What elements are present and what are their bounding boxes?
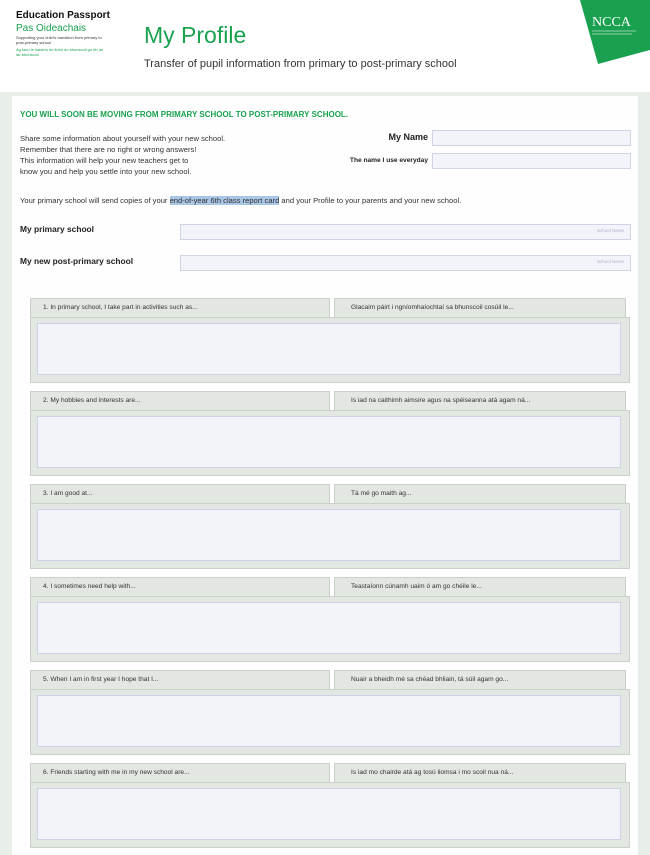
intro-line: know you and help you settle into your new school. xyxy=(20,167,192,176)
post-primary-school-field[interactable] xyxy=(180,255,631,271)
note-highlight: end-of-year 6th class report card xyxy=(169,196,280,205)
question-frame xyxy=(30,689,630,755)
my-name-field[interactable] xyxy=(432,130,631,146)
intro-line: Remember that there are no right or wrong answers! xyxy=(20,145,197,154)
everyday-name-field[interactable] xyxy=(432,153,631,169)
brand-title: Education Passport xyxy=(16,10,110,21)
intro-text xyxy=(20,133,300,177)
question-label-ga: Tá mé go maith ag... xyxy=(334,484,626,503)
brand-block xyxy=(16,10,110,57)
post-primary-school-label: My new post-primary school xyxy=(20,256,134,266)
answer-field[interactable] xyxy=(37,509,621,561)
intro-line: This information will help your new teachers get to xyxy=(20,156,189,165)
page-subtitle: Transfer of pupil information from primary to post-primary school xyxy=(144,58,457,70)
question-label-ga: Is iad mo chairde atá ag tosú liomsa i mo scoil nua ná... xyxy=(334,763,626,782)
brand-tagline-en: Supporting your child's transition from primary to post-primary school xyxy=(16,35,102,45)
question-label-en: 4. I sometimes need help with... xyxy=(30,577,330,596)
answer-field[interactable] xyxy=(37,416,621,468)
question-box xyxy=(30,763,630,851)
question-frame xyxy=(30,596,630,662)
everyday-name-label: The name I use everyday xyxy=(349,157,428,164)
primary-school-label: My primary school xyxy=(20,224,95,234)
question-box xyxy=(30,670,630,758)
question-box xyxy=(30,577,630,665)
question-label-ga: Teastaíonn cúnamh uaim ó am go chéile le... xyxy=(334,577,626,596)
question-label-en: 1. In primary school, I take part in activities such as... xyxy=(30,298,330,317)
question-box xyxy=(30,298,630,386)
answer-field[interactable] xyxy=(37,788,621,840)
question-label-en: 3. I am good at... xyxy=(30,484,330,503)
logo-text: NCCA xyxy=(592,15,631,30)
question-label-en: 5. When I am in first year I hope that I... xyxy=(30,670,330,689)
note-text: and your Profile to your parents and your new school. xyxy=(279,196,462,205)
intro-line: Share some information about yourself with your new school. xyxy=(20,134,226,143)
answer-field[interactable] xyxy=(37,323,621,375)
post-primary-school-placeholder: School Name xyxy=(596,259,624,264)
note-text: Your primary school will send copies of your xyxy=(20,196,170,205)
banner-heading: YOU WILL SOON BE MOVING FROM PRIMARY SCHOOL TO POST-PRIMARY SCHOOL. xyxy=(20,110,349,119)
page-title: My Profile xyxy=(144,22,247,48)
primary-school-field[interactable] xyxy=(180,224,631,240)
question-frame xyxy=(30,317,630,383)
question-label-ga: Is iad na caithimh aimsire agus na spéiseanna atá agam ná... xyxy=(334,391,626,410)
answer-field[interactable] xyxy=(37,602,621,654)
brand-subtitle: Pas Oideachais xyxy=(16,23,87,34)
brand-tagline-ga: Ag tacú le haistriú do linbh ón bhunscoil go dtí an iar-bhunscoil xyxy=(16,47,104,57)
question-frame xyxy=(30,782,630,848)
ncca-logo xyxy=(572,0,650,64)
question-label-en: 6. Friends starting with me in my new school are... xyxy=(30,763,330,782)
question-box xyxy=(30,484,630,572)
question-label-en: 2. My hobbies and interests are... xyxy=(30,391,330,410)
report-card-note xyxy=(20,196,461,205)
question-box xyxy=(30,391,630,479)
question-frame xyxy=(30,503,630,569)
question-label-ga: Nuair a bheidh mé sa chéad bhliain, tá súil agam go... xyxy=(334,670,626,689)
page-header xyxy=(0,0,650,92)
question-label-ga: Glacaim páirt i ngníomhaíochtaí sa bhunscoil cosúil le... xyxy=(334,298,626,317)
my-name-label: My Name xyxy=(388,132,428,142)
question-frame xyxy=(30,410,630,476)
primary-school-placeholder: School Name xyxy=(596,228,624,233)
answer-field[interactable] xyxy=(37,695,621,747)
